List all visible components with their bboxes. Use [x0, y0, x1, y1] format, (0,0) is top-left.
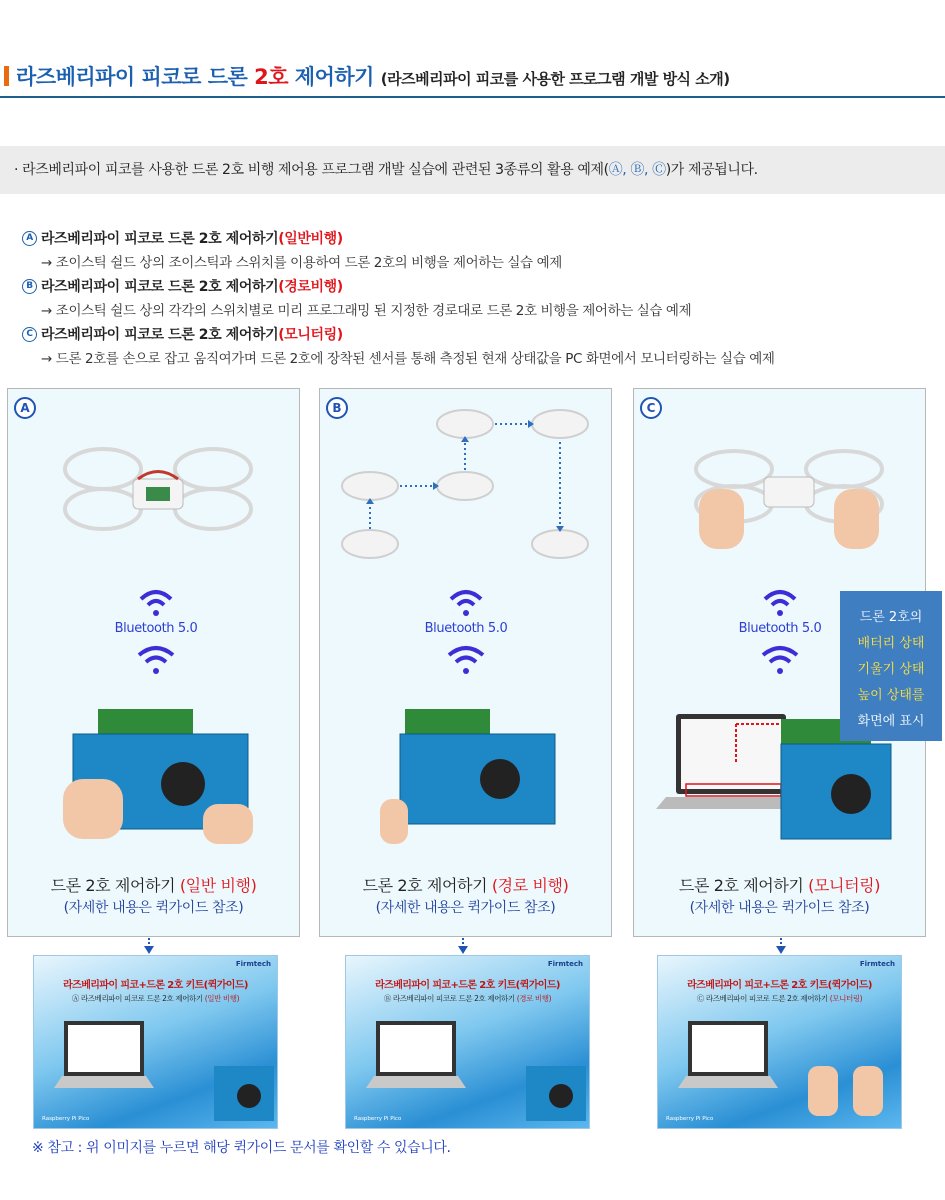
monitor-line: 높이 상태를	[857, 688, 925, 703]
wifi-icon	[760, 645, 800, 679]
controller-board-icon	[53, 709, 263, 844]
intro-banner	[0, 146, 945, 194]
panel-caption: 드론 2호 제어하기 (경로 비행)	[362, 876, 569, 895]
example-item-a	[22, 228, 922, 276]
bluetooth-label: Bluetooth 5.0	[114, 621, 198, 636]
hand-held-drone-icon	[689, 439, 889, 549]
bluetooth-label: Bluetooth 5.0	[424, 621, 508, 636]
thumbnail-subtitle: Ⓑ 라즈베리파이 피코로 드론 2호 제어하기 (경로 비행)	[383, 994, 552, 1003]
flight-path-diagram	[335, 404, 600, 569]
signal-icon	[760, 585, 800, 619]
monitor-line: 배터리 상태	[857, 636, 925, 651]
section-header	[0, 58, 945, 98]
title-part-1: 라즈베리파이 피코로 드론	[16, 65, 255, 89]
intro-bullet: ·	[14, 162, 19, 178]
thumbnail-foot: Raspberry Pi Pico	[42, 1116, 90, 1122]
thumbnail-illustration	[678, 1016, 898, 1126]
firmtech-logo: Firmtech	[859, 960, 895, 968]
panel-badge-icon: C	[640, 397, 662, 419]
thumbnail-illustration	[366, 1016, 586, 1126]
intro-marks: Ⓐ, Ⓑ, Ⓒ	[608, 162, 666, 178]
page-subtitle: (라즈베리파이 피코를 사용한 프로그램 개발 방식 소개)	[380, 70, 730, 88]
panel-caption: 드론 2호 제어하기 (모니터링)	[678, 876, 881, 895]
title-part-2: 제어하기	[288, 65, 374, 89]
monitor-line: 드론 2호의	[859, 610, 923, 625]
example-tag: (경로비행)	[278, 279, 343, 295]
quickguide-thumbnail-b[interactable]	[345, 955, 590, 1129]
badge-a-icon: A	[22, 231, 37, 246]
monitor-info-box	[840, 591, 942, 741]
thumbnail-illustration	[54, 1016, 274, 1126]
intro-text: 라즈베리파이 피코를 사용한 드론 2호 비행 제어용 프로그램 개발 실습에 관련된 3종류의 활용 예제(	[22, 162, 609, 178]
example-title: 라즈베리파이 피코로 드론 2호 제어하기	[41, 231, 279, 247]
panel-caption: 드론 2호 제어하기 (일반 비행)	[50, 876, 257, 895]
example-title: 라즈베리파이 피코로 드론 2호 제어하기	[41, 279, 279, 295]
firmtech-logo: Firmtech	[235, 960, 271, 968]
footnote: ※ 참고 : 위 이미지를 누르면 해당 퀵가이드 문서를 확인할 수 있습니다.	[32, 1140, 451, 1156]
thumbnail-title: 라즈베리파이 피코+드론 2호 키트(퀵가이드)	[687, 980, 872, 991]
panel-caption-sub: (자세한 내용은 퀵가이드 참조)	[63, 900, 244, 916]
example-tag: (일반비행)	[278, 231, 343, 247]
example-item-b	[22, 276, 922, 324]
example-desc: → 드론 2호를 손으로 잡고 움직여가며 드론 2호에 장착된 센서를 통해 측정된 현재 상태값을 PC 화면에서 모니터링하는 실습 예제	[41, 351, 775, 367]
wifi-icon	[446, 645, 486, 679]
drone-icon	[58, 439, 258, 539]
panel-caption-sub: (자세한 내용은 퀵가이드 참조)	[375, 900, 556, 916]
panel-badge-icon: B	[326, 397, 348, 419]
thumbnail-foot: Raspberry Pi Pico	[354, 1116, 402, 1122]
example-desc: → 조이스틱 쉴드 상의 각각의 스위치별로 미리 프로그래밍 된 지정한 경로대로 드론 2호 비행을 제어하는 실습 예제	[41, 303, 692, 319]
title-highlight: 2호	[254, 65, 288, 89]
quickguide-thumbnail-a[interactable]	[33, 955, 278, 1129]
example-tag: (모니터링)	[278, 327, 343, 343]
firmtech-logo: Firmtech	[547, 960, 583, 968]
thumbnail-subtitle: Ⓐ 라즈베리파이 피코로 드론 2호 제어하기 (일반 비행)	[71, 994, 240, 1003]
thumbnail-foot: Raspberry Pi Pico	[666, 1116, 714, 1122]
monitor-line: 기울기 상태	[857, 662, 925, 677]
arrow-down-icon	[144, 946, 154, 954]
monitor-line: 화면에 표시	[857, 714, 925, 729]
panel-b	[319, 388, 612, 937]
thumbnail-title: 라즈베리파이 피코+드론 2호 키트(퀵가이드)	[63, 980, 248, 991]
quickguide-thumbnail-c[interactable]	[657, 955, 902, 1129]
thumbnail-title: 라즈베리파이 피코+드론 2호 키트(퀵가이드)	[375, 980, 560, 991]
wifi-icon	[136, 645, 176, 679]
example-list	[22, 228, 922, 372]
example-desc: → 조이스틱 쉴드 상의 조이스틱과 스위치를 이용하여 드론 2호의 비행을 제어하는 실습 예제	[41, 255, 562, 271]
badge-c-icon: C	[22, 327, 37, 342]
arrow-down-icon	[458, 946, 468, 954]
arrow-down-icon	[776, 946, 786, 954]
panel-caption-sub: (자세한 내용은 퀵가이드 참조)	[689, 900, 870, 916]
panel-a	[7, 388, 300, 937]
example-item-c	[22, 324, 922, 372]
panel-badge-icon: A	[14, 397, 36, 419]
badge-b-icon: B	[22, 279, 37, 294]
thumbnail-subtitle: Ⓒ 라즈베리파이 피코로 드론 2호 제어하기 (모니터링)	[696, 994, 863, 1003]
header-accent-bar	[4, 66, 9, 86]
bluetooth-label: Bluetooth 5.0	[738, 621, 822, 636]
page-title	[16, 61, 730, 91]
signal-icon	[446, 585, 486, 619]
signal-icon	[136, 585, 176, 619]
intro-text-end: )가 제공됩니다.	[665, 162, 758, 178]
example-title: 라즈베리파이 피코로 드론 2호 제어하기	[41, 327, 279, 343]
controller-board-icon	[370, 709, 570, 844]
